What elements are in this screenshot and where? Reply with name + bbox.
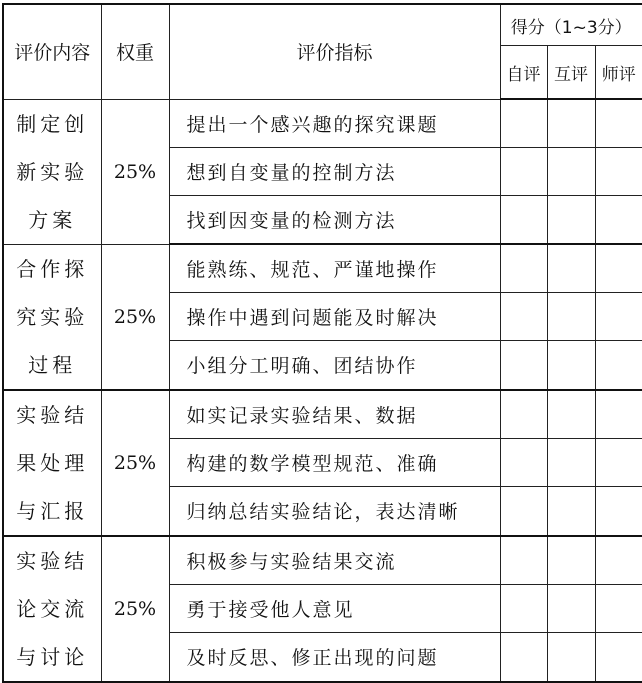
- self-score-cell[interactable]: [500, 487, 547, 536]
- category-cell: [3, 244, 101, 390]
- category-line: 实验结: [16, 548, 89, 573]
- teacher-score-cell[interactable]: [595, 195, 642, 244]
- category-cell: [3, 390, 101, 536]
- weight-cell: 25%: [101, 390, 169, 536]
- header-peer-eval: 互评: [547, 46, 595, 100]
- category-line: 过程: [28, 352, 77, 377]
- peer-score-cell[interactable]: [547, 293, 595, 341]
- indicator-cell: 想到自变量的控制方法: [169, 147, 500, 195]
- indicator-cell: 能熟练、规范、严谨地操作: [169, 244, 500, 293]
- header-indicator: 评价指标: [169, 4, 500, 99]
- indicator-cell: 积极参与实验结果交流: [169, 536, 500, 585]
- table-row: [3, 390, 642, 439]
- self-score-cell[interactable]: [500, 438, 547, 486]
- header-self-eval: 自评: [500, 46, 547, 100]
- teacher-score-cell[interactable]: [595, 341, 642, 390]
- peer-score-cell[interactable]: [547, 341, 595, 390]
- header-teacher-eval: 师评: [595, 46, 642, 100]
- teacher-score-cell[interactable]: [595, 584, 642, 632]
- peer-score-cell[interactable]: [547, 584, 595, 632]
- indicator-cell: 提出一个感兴趣的探究课题: [169, 99, 500, 147]
- peer-score-cell[interactable]: [547, 633, 595, 682]
- header-score: 得分（1~3分）: [500, 4, 642, 46]
- peer-score-cell[interactable]: [547, 438, 595, 486]
- category-line: 新实验: [16, 159, 89, 184]
- indicator-cell: 找到因变量的检测方法: [169, 195, 500, 244]
- self-score-cell[interactable]: [500, 341, 547, 390]
- teacher-score-cell[interactable]: [595, 244, 642, 293]
- indicator-cell: 归纳总结实验结论，表达清晰: [169, 487, 500, 536]
- self-score-cell[interactable]: [500, 536, 547, 585]
- peer-score-cell[interactable]: [547, 244, 595, 293]
- peer-score-cell[interactable]: [547, 536, 595, 585]
- self-score-cell[interactable]: [500, 147, 547, 195]
- teacher-score-cell[interactable]: [595, 147, 642, 195]
- indicator-cell: 及时反思、修正出现的问题: [169, 633, 500, 682]
- teacher-score-cell[interactable]: [595, 633, 642, 682]
- weight-cell: 25%: [101, 536, 169, 682]
- self-score-cell[interactable]: [500, 584, 547, 632]
- category-cell: [3, 99, 101, 244]
- table-row: [3, 536, 642, 585]
- self-score-cell[interactable]: [500, 195, 547, 244]
- evaluation-rubric-table: [2, 3, 642, 683]
- category-line: 究实验: [16, 304, 89, 329]
- peer-score-cell[interactable]: [547, 147, 595, 195]
- indicator-cell: 操作中遇到问题能及时解决: [169, 293, 500, 341]
- teacher-score-cell[interactable]: [595, 438, 642, 486]
- category-cell: [3, 536, 101, 682]
- teacher-score-cell[interactable]: [595, 293, 642, 341]
- header-row-top: [3, 4, 642, 46]
- category-line: 果处理: [16, 450, 89, 475]
- self-score-cell[interactable]: [500, 390, 547, 439]
- self-score-cell[interactable]: [500, 633, 547, 682]
- teacher-score-cell[interactable]: [595, 390, 642, 439]
- peer-score-cell[interactable]: [547, 390, 595, 439]
- self-score-cell[interactable]: [500, 293, 547, 341]
- peer-score-cell[interactable]: [547, 487, 595, 536]
- weight-cell: 25%: [101, 99, 169, 244]
- header-weight: 权重: [101, 4, 169, 99]
- indicator-cell: 小组分工明确、团结协作: [169, 341, 500, 390]
- weight-cell: 25%: [101, 244, 169, 390]
- table-row: [3, 244, 642, 293]
- category-line: 论交流: [16, 596, 89, 621]
- table-row: [3, 99, 642, 147]
- category-line: 实验结: [16, 402, 89, 427]
- peer-score-cell[interactable]: [547, 195, 595, 244]
- category-line: 与汇报: [16, 498, 89, 523]
- category-line: 制定创: [16, 111, 89, 136]
- header-category: 评价内容: [3, 4, 101, 99]
- category-line: 方案: [28, 207, 77, 232]
- indicator-cell: 勇于接受他人意见: [169, 584, 500, 632]
- self-score-cell[interactable]: [500, 99, 547, 147]
- indicator-cell: 构建的数学模型规范、准确: [169, 438, 500, 486]
- self-score-cell[interactable]: [500, 244, 547, 293]
- teacher-score-cell[interactable]: [595, 99, 642, 147]
- teacher-score-cell[interactable]: [595, 487, 642, 536]
- teacher-score-cell[interactable]: [595, 536, 642, 585]
- category-line: 与讨论: [16, 644, 89, 669]
- peer-score-cell[interactable]: [547, 99, 595, 147]
- indicator-cell: 如实记录实验结果、数据: [169, 390, 500, 439]
- category-line: 合作探: [16, 256, 89, 281]
